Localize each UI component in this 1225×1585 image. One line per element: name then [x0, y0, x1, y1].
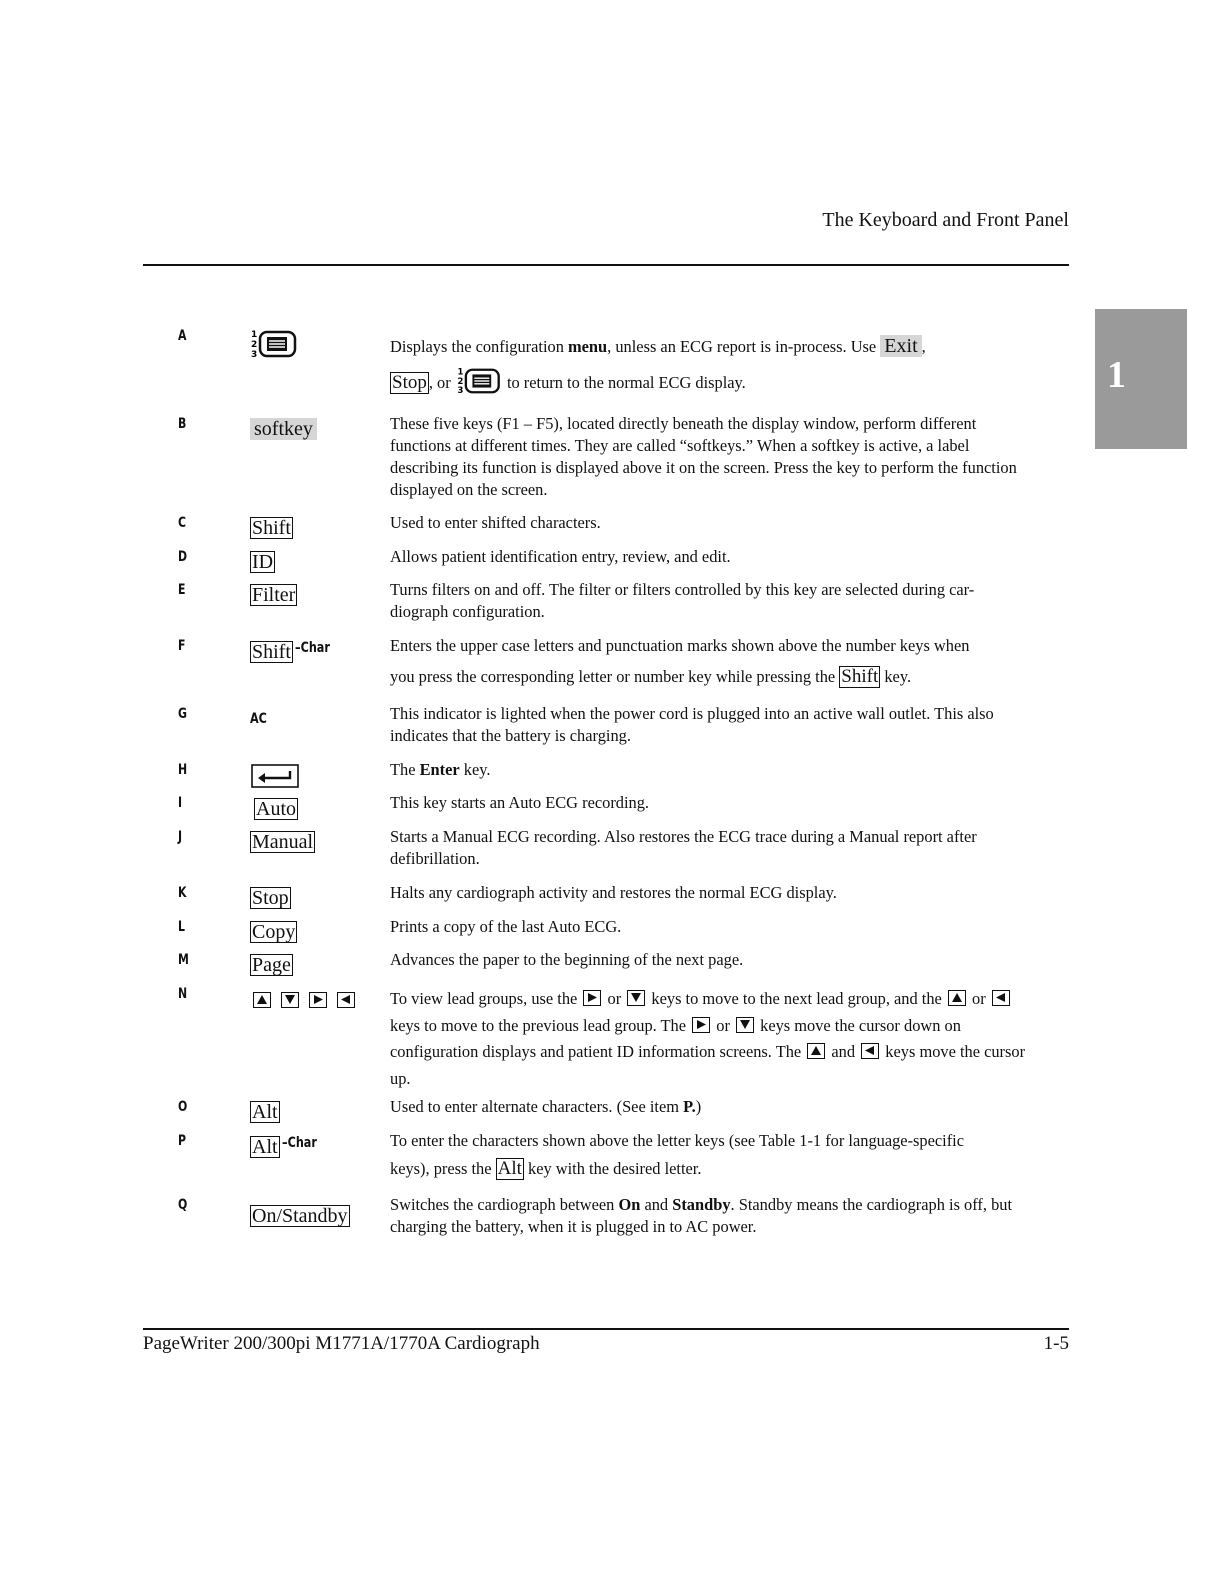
- item-letter: P: [178, 1133, 187, 1149]
- item-description: Starts a Manual ECG recording. Also restores the ECG trace during a Manual report after defibrillation.: [390, 827, 977, 868]
- item-letter: I: [178, 795, 183, 811]
- on-standby-key-label: On/Standby: [252, 1205, 348, 1227]
- right-arrow-key-icon: [692, 1017, 710, 1033]
- up-arrow-key-icon: [807, 1043, 825, 1059]
- desc-text: you press the corresponding letter or number key while pressing the: [390, 667, 836, 686]
- item-letter: O: [178, 1099, 188, 1115]
- page-key-label: Page: [252, 954, 291, 976]
- desc-text: keys move the cursor up.: [390, 1042, 1026, 1088]
- desc-text: . Standby means the cardiograph is off, but charging the battery, when it is plugged in to AC power.: [390, 1195, 1013, 1236]
- desc-text: or: [716, 1015, 730, 1035]
- item-description: This key starts an Auto ECG recording.: [390, 793, 650, 812]
- desc-bold: Standby: [672, 1195, 731, 1214]
- desc-text: or: [972, 989, 986, 1008]
- desc-text: down on configuration displays and patient ID information screens. The: [390, 1015, 961, 1061]
- down-arrow-key-icon: [736, 1017, 754, 1033]
- svg-text:1: 1: [251, 330, 258, 340]
- item-description: Prints a copy of the last Auto ECG.: [390, 917, 622, 936]
- chapter-number: 1: [1107, 354, 1126, 396]
- item-letter: C: [178, 515, 187, 531]
- desc-text: , or: [428, 372, 451, 392]
- desc-text: and: [831, 1042, 856, 1061]
- desc-text: To view lead groups, use the: [390, 989, 578, 1008]
- desc-text: key.: [459, 760, 491, 779]
- ac-indicator-label: AC: [250, 711, 267, 727]
- stop-key-label: Stop: [392, 371, 427, 393]
- item-description: This indicator is lighted when the power cord is plugged into an active wall outlet. This also indicates that the battery is charging.: [390, 704, 994, 745]
- right-arrow-key-icon: [309, 992, 327, 1008]
- shift-key-label: Shift: [841, 666, 879, 687]
- desc-bold: On: [618, 1195, 641, 1214]
- desc-text: keys), press the: [390, 1159, 492, 1178]
- item-letter: E: [178, 582, 186, 598]
- menu-key-icon: [250, 328, 298, 366]
- item-letter: D: [178, 549, 188, 565]
- item-description: These five keys (F1 – F5), located directly beneath the display window, perform different functions at different times. They are called “softkeys.” When a softkey is active, a label describing its function is displayed above it on the screen. Press the key to perform the function displayed on the screen.: [390, 414, 1017, 499]
- left-arrow-key-icon: [992, 990, 1010, 1006]
- header-rule: [143, 264, 1069, 266]
- item-letter: A: [178, 328, 187, 344]
- desc-text: , unless an ECG report is in-process. Use: [607, 337, 877, 356]
- left-arrow-key-icon: [337, 992, 355, 1008]
- down-arrow-key-icon: [627, 990, 645, 1006]
- copy-key-label: Copy: [252, 921, 296, 943]
- item-description: Used to enter shifted characters.: [390, 513, 601, 532]
- desc-text: ,: [921, 337, 926, 356]
- desc-text: keys move the cursor: [760, 1015, 900, 1035]
- desc-text: The: [390, 760, 420, 779]
- desc-bold: menu: [567, 337, 608, 356]
- char-modifier-label: –Char: [294, 640, 330, 656]
- desc-text: To enter the characters shown above the letter keys (see Table 1-1 for language-specific: [390, 1131, 965, 1150]
- item-letter: F: [178, 638, 186, 654]
- svg-text:2: 2: [457, 375, 464, 386]
- item-letter: G: [178, 706, 187, 722]
- desc-text: Enters the upper case letters and punctuation marks shown above the number keys when: [390, 636, 970, 655]
- svg-text:3: 3: [457, 385, 464, 396]
- desc-text: to return to the normal ECG display.: [506, 372, 746, 392]
- desc-text: and: [640, 1195, 673, 1214]
- desc-text: keys to move to the next lead group, and the: [651, 989, 942, 1008]
- shift-key-label: Shift: [252, 641, 291, 663]
- item-description: Allows patient identification entry, review, and edit.: [390, 547, 731, 566]
- enter-key-icon: [250, 763, 300, 795]
- svg-text:1: 1: [457, 366, 464, 377]
- desc-text: Displays the configuration: [390, 337, 568, 356]
- up-arrow-key-icon: [948, 990, 966, 1006]
- item-letter: M: [178, 952, 189, 968]
- svg-text:3: 3: [251, 350, 258, 360]
- desc-bold: Enter: [419, 760, 460, 779]
- item-letter: N: [178, 986, 188, 1002]
- left-arrow-key-icon: [861, 1043, 879, 1059]
- desc-text: keys to move to the previous lead group. The: [390, 1015, 687, 1035]
- page-header-title: The Keyboard and Front Panel: [822, 209, 1069, 231]
- desc-bold: P.: [683, 1097, 696, 1116]
- stop-key-label: Stop: [252, 887, 289, 909]
- alt-key-label: Alt: [252, 1136, 278, 1158]
- item-description: Advances the paper to the beginning of the next page.: [390, 950, 744, 969]
- alt-key-label: Alt: [497, 1158, 522, 1179]
- menu-key-icon: [455, 366, 503, 402]
- desc-text: key with the desired letter.: [528, 1159, 702, 1178]
- up-arrow-key-icon: [253, 992, 271, 1008]
- exit-softkey-label: Exit: [880, 335, 921, 357]
- item-description: Halts any cardiograph activity and restores the normal ECG display.: [390, 883, 837, 902]
- item-description: Turns filters on and off. The filter or filters controlled by this key are selected during car-diograph configuration.: [390, 580, 975, 621]
- item-letter: H: [178, 762, 188, 778]
- desc-text: Switches the cardiograph between: [390, 1195, 619, 1214]
- item-letter: Q: [178, 1197, 188, 1213]
- softkey-label: softkey: [250, 418, 317, 440]
- auto-key-label: Auto: [256, 798, 296, 820]
- page-number: 1-5: [1043, 1333, 1069, 1354]
- desc-text: Used to enter alternate characters. (See item: [390, 1097, 684, 1116]
- chapter-tab: [1095, 309, 1187, 449]
- svg-text:2: 2: [251, 340, 258, 350]
- desc-text: ): [695, 1097, 702, 1116]
- item-letter: B: [178, 416, 187, 432]
- desc-text: key.: [884, 667, 912, 686]
- item-letter: L: [178, 919, 185, 935]
- desc-text: or: [607, 989, 622, 1008]
- right-arrow-key-icon: [583, 990, 601, 1006]
- alt-key-label: Alt: [252, 1101, 278, 1123]
- footer-title: PageWriter 200/300pi M1771A/1770A Cardiograph: [143, 1333, 540, 1354]
- manual-key-label: Manual: [252, 831, 314, 853]
- down-arrow-key-icon: [281, 992, 299, 1008]
- item-letter: J: [178, 829, 183, 845]
- item-letter: K: [178, 885, 187, 901]
- id-key-label: ID: [252, 551, 274, 573]
- shift-key-label: Shift: [252, 517, 291, 539]
- footer-rule: [143, 1328, 1069, 1330]
- char-modifier-label: –Char: [281, 1135, 317, 1151]
- filter-key-label: Filter: [252, 584, 296, 606]
